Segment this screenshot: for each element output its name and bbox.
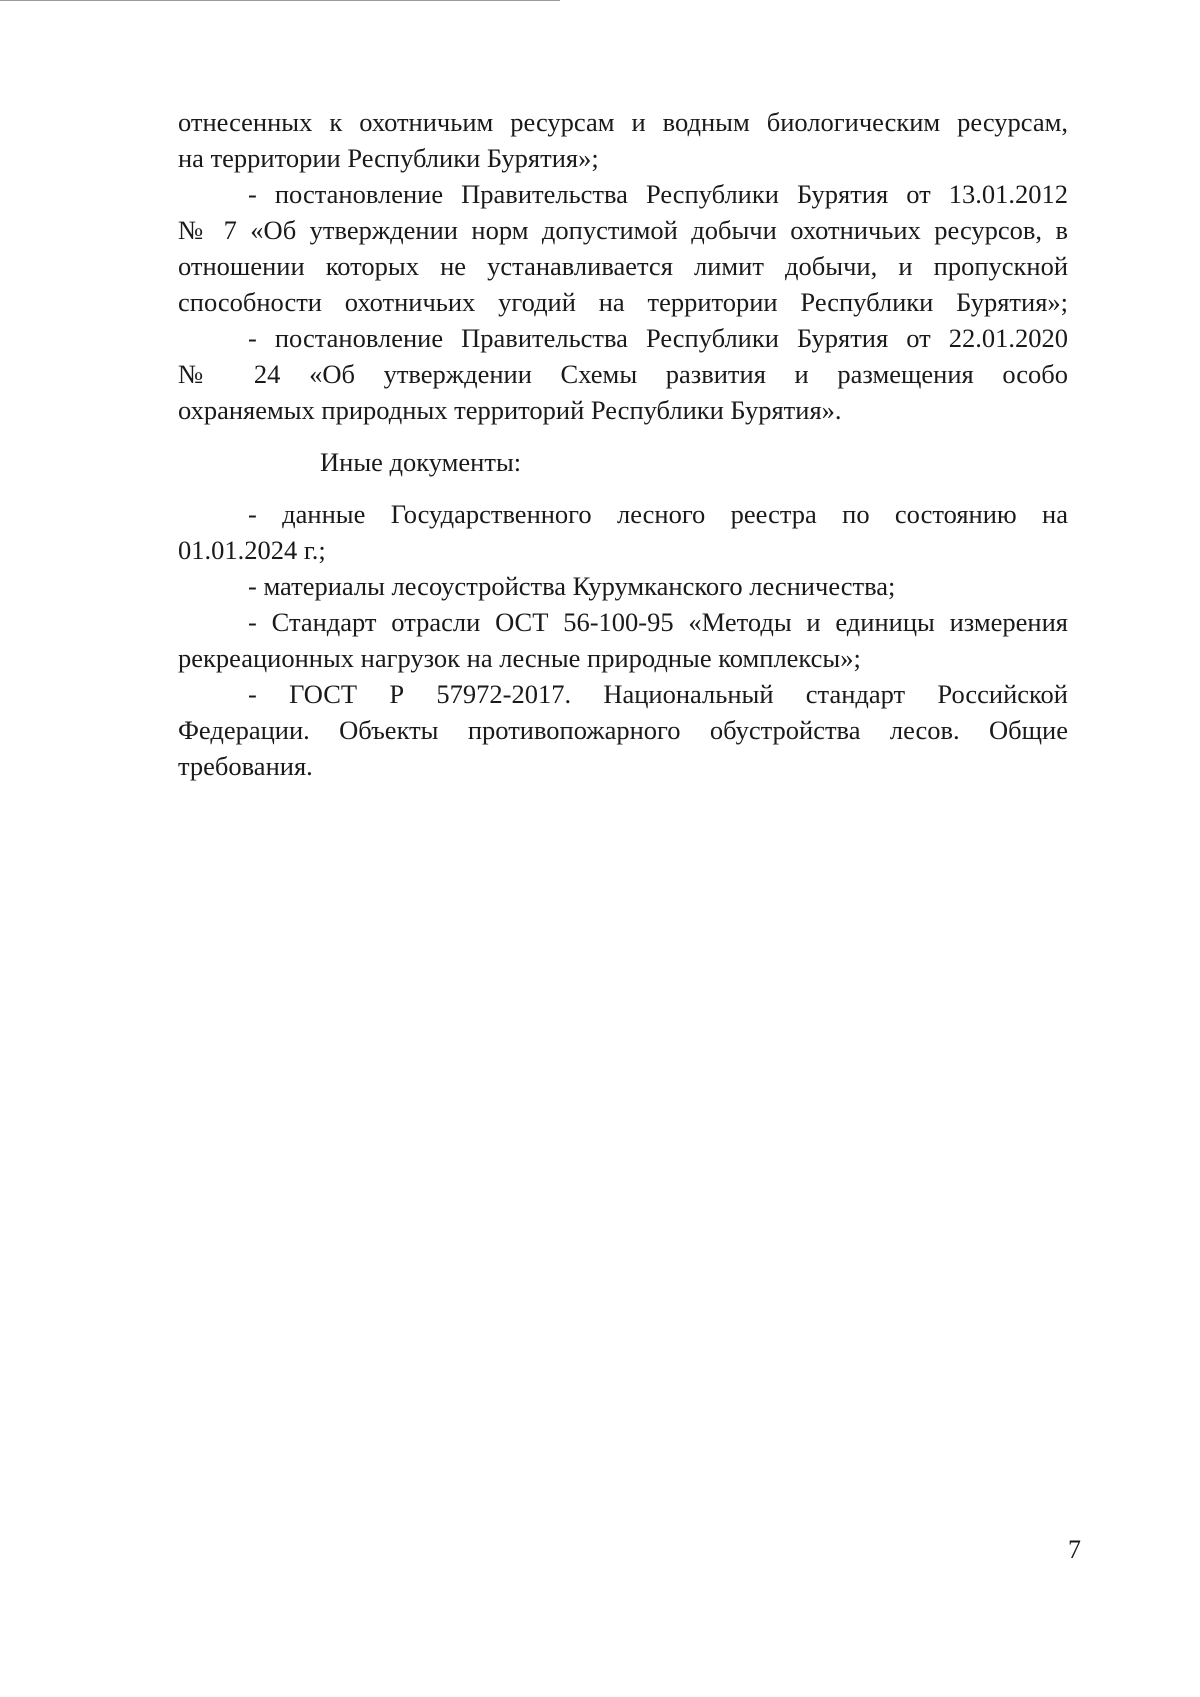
page-number: 7 xyxy=(1068,1535,1081,1564)
text-line: отношении которых не устанавливается лимит добычи, и пропускной xyxy=(178,251,1068,281)
text-line: - постановление Правительства Республики Бурятия от 22.01.2020 xyxy=(248,323,1068,353)
text-line: - материалы лесоустройства Курумканского лесничества; xyxy=(248,571,896,601)
text-line: - Стандарт отрасли ОСТ 56-100-95 «Методы и единицы измерения xyxy=(248,607,1068,637)
document-body xyxy=(178,104,1068,784)
text-line: № 24 «Об утверждении Схемы развития и размещения особо xyxy=(178,359,1068,389)
paragraph-resolution-2020 xyxy=(178,320,1068,428)
text-line: - постановление Правительства Республики Бурятия от 13.01.2012 xyxy=(248,179,1068,209)
scan-edge-line xyxy=(0,0,560,1)
text-line: отнесенных к охотничьим ресурсам и водным биологическим ресурсам, xyxy=(178,107,1068,137)
paragraph-resolution-2012 xyxy=(178,176,1068,320)
text-line: на территории Республики Бурятия»; xyxy=(178,143,599,173)
paragraph-industry-standard xyxy=(178,604,1068,676)
paragraph-forest-registry xyxy=(178,496,1068,568)
text-line: рекреационных нагрузок на лесные природные комплексы»; xyxy=(178,643,861,673)
text-line: охраняемых природных территорий Республики Бурятия». xyxy=(178,395,842,425)
text-line: Федерации. Объекты противопожарного обустройства лесов. Общие xyxy=(178,715,1068,745)
paragraph-hunting-resources-end xyxy=(178,104,1068,176)
text-line: - данные Государственного лесного реестра по состоянию на xyxy=(248,499,1068,529)
spacer xyxy=(178,480,1068,496)
text-line: требования. xyxy=(178,751,313,781)
paragraph-forest-management xyxy=(178,568,1068,604)
text-line: 01.01.2024 г.; xyxy=(178,535,326,565)
text-line: способности охотничьих угодий на территории Республики Бурятия»; xyxy=(178,287,1068,317)
text-line: № 7 «Об утверждении норм допустимой добычи охотничьих ресурсов, в xyxy=(178,215,1068,245)
spacer xyxy=(178,428,1068,444)
section-heading: Иные документы: xyxy=(320,447,522,477)
text-line: - ГОСТ Р 57972-2017. Национальный стандарт Российской xyxy=(248,679,1068,709)
paragraph-gost xyxy=(178,676,1068,784)
